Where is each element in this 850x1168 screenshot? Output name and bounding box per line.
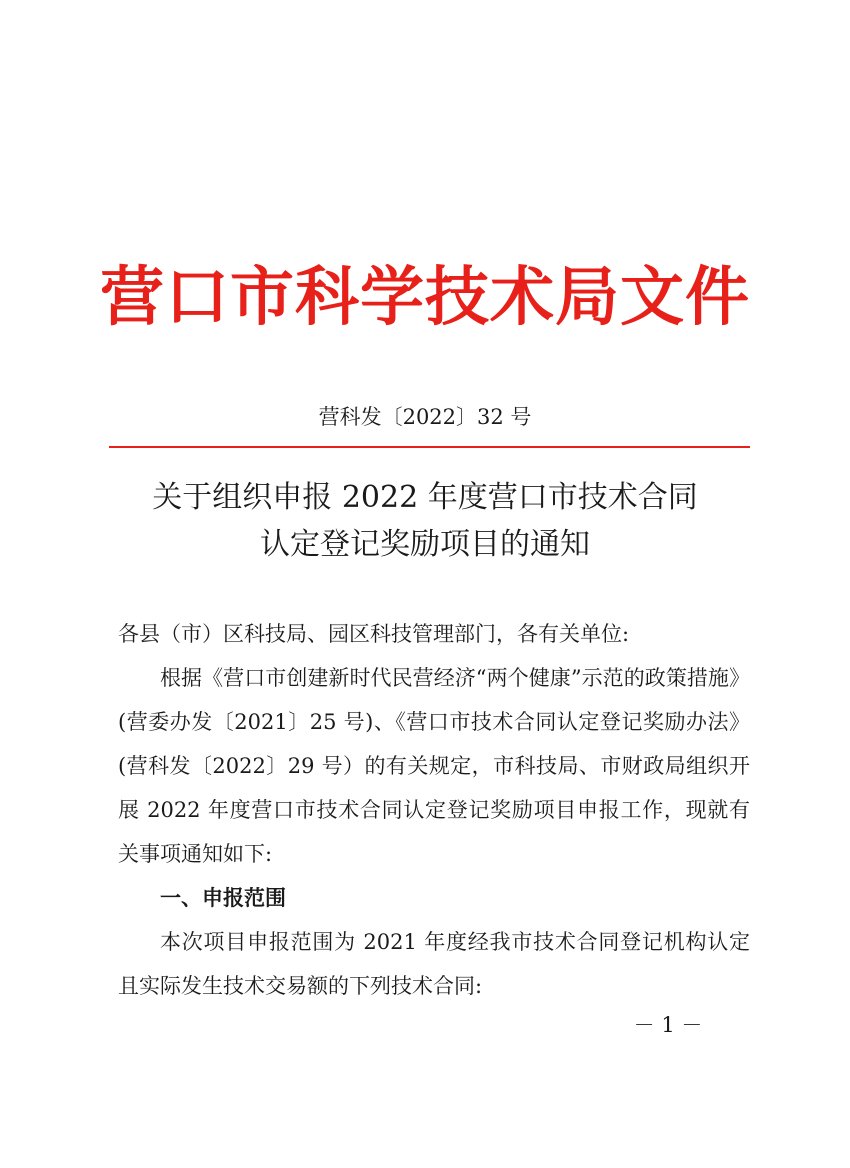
page-number: － 1 －: [633, 1013, 703, 1037]
section-heading-1: 一、申报范围: [160, 885, 286, 910]
notice-title-line-2: 认定登记奖励项目的通知: [260, 527, 590, 562]
notice-title-line-1: 关于组织申报 2022 年度营口市技术合同: [152, 480, 698, 515]
body-paragraph-2: 本次项目申报范围为 2021 年度经我市技术合同登记机构认定且实际发生技术交易额的下列技术合同:: [118, 930, 750, 998]
issuing-authority-title: 营口市科学技术局文件: [100, 260, 750, 335]
notice-title: [0, 474, 850, 568]
document-number: 营科发〔2022〕32 号: [318, 405, 532, 429]
body-paragraph-1: 根据《营口市创建新时代民营经济“两个健康”示范的政策措施》(营委办发〔2021〕25 号)、《营口市技术合同认定登记奖励办法》(营科发〔2022〕29 号）的有关规定，市科技局、市财政局组织开展 2022 年度营口市技术合同认定登记奖励项目申报工作，现就有关事项通知如下:: [118, 666, 750, 866]
addressee-line: 各县（市）区科技局、园区科技管理部门，各有关单位:: [118, 622, 630, 646]
red-divider-rule: [109, 446, 750, 448]
document-body: [118, 612, 750, 1008]
